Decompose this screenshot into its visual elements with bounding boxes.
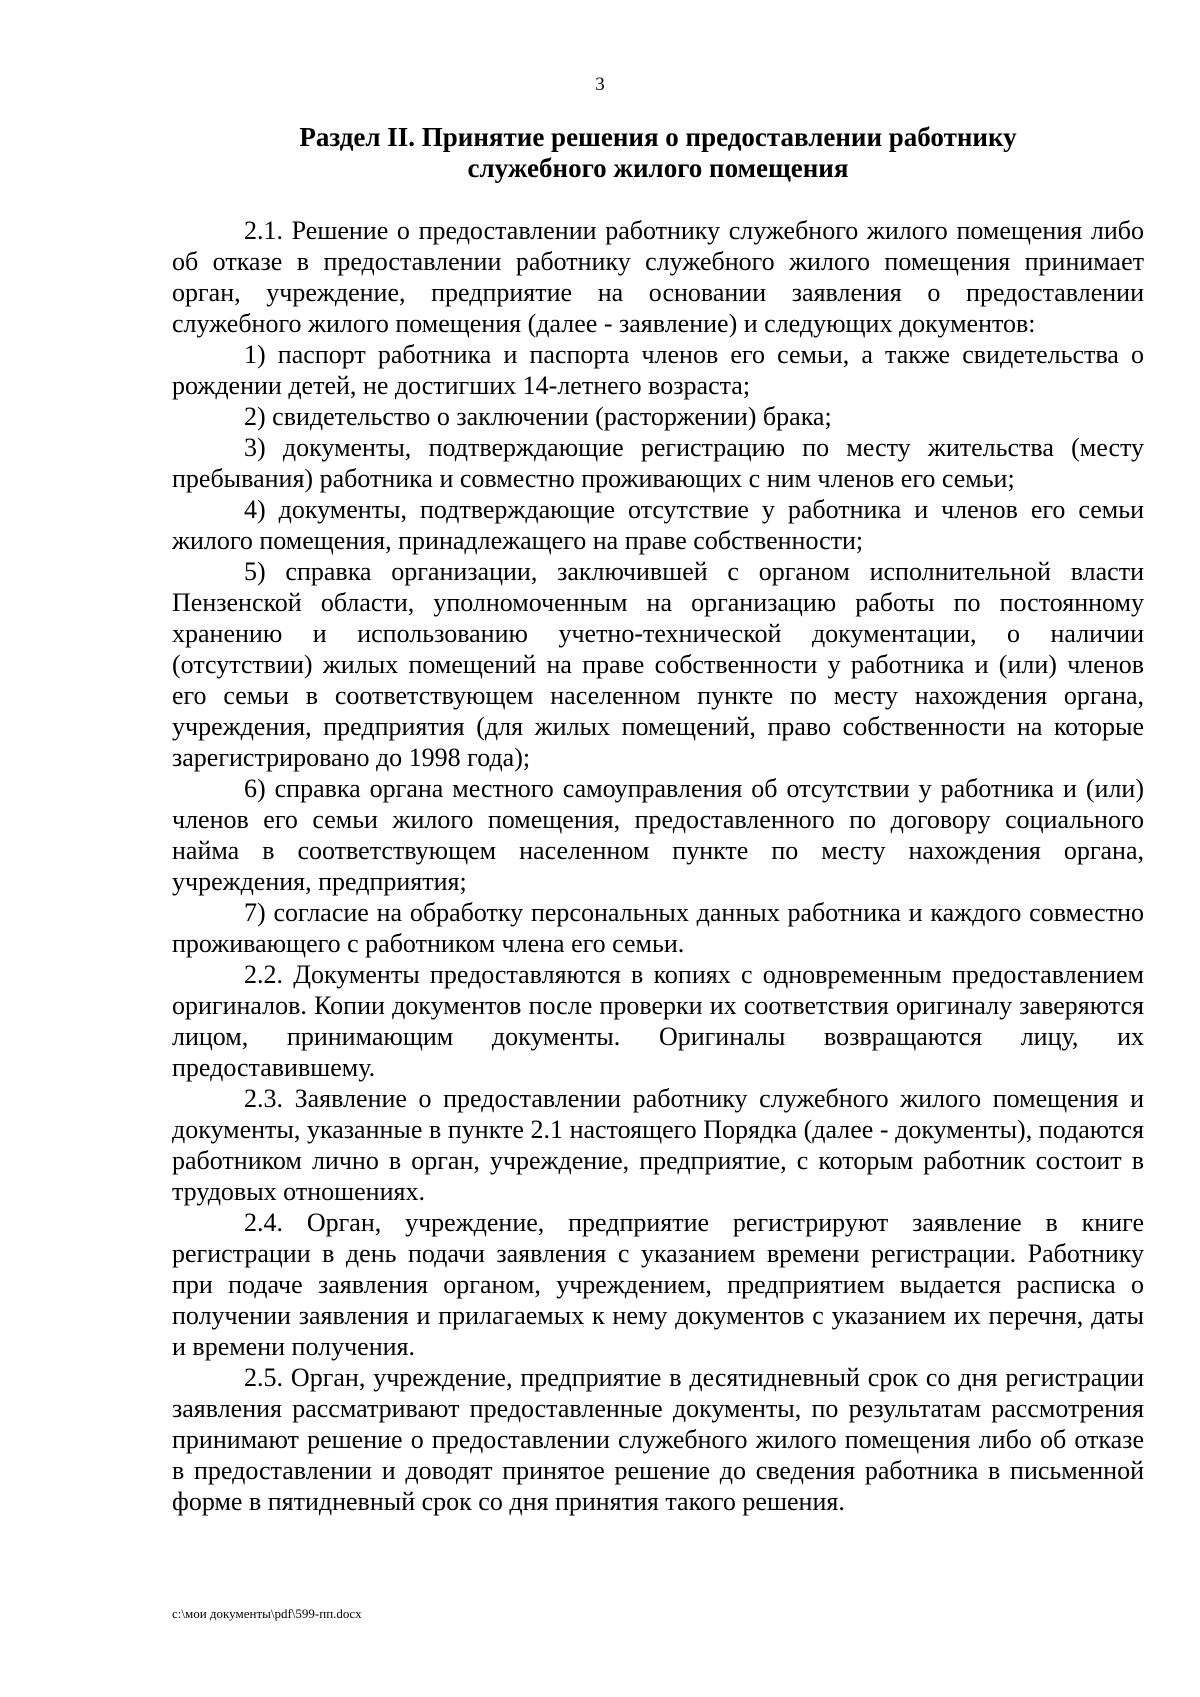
section-title-line-1: Раздел II. Принятие решения о предоставлении работнику: [299, 122, 1017, 152]
page-number: 3: [595, 74, 605, 95]
list-item-2: 2) свидетельство о заключении (расторжении) брака;: [244, 402, 832, 431]
paragraph-2-3: 2.3. Заявление о предоставлении работнику служебного жилого помещения и документы, указанные в пункте 2.1 настоящего Порядка (далее - документы), подаются работником лично в орган, учреждение, предприятие, с которым работник состоит в трудовых отношениях.: [172, 1084, 1144, 1206]
list-item-5: 5) справка организации, заключившей с органом исполнительной власти Пензенской области, уполномоченным на организацию работы по постоянному хранению и использованию учетно-технической документации, о наличии (отсутствии) жилых помещений на праве собственности у работника и (или) членов его семьи в соответствующем населенном пункте по месту нахождения органа, учреждения, предприятия (для жилых помещений, право собственности на которые зарегистрировано до 1998 года);: [172, 557, 1144, 772]
paragraph-2-2: 2.2. Документы предоставляются в копиях с одновременным предоставлением оригиналов. Копии документов после проверки их соответствия оригиналу заверяются лицом, принимающим документы. Оригиналы возвращаются лицу, их предоставившему.: [172, 960, 1144, 1082]
paragraph-2-1: 2.1. Решение о предоставлении работнику служебного жилого помещения либо об отказе в предоставлении работнику служебного жилого помещения принимает орган, учреждение, предприятие на основании заявления о предоставлении служебного жилого помещения (далее - заявление) и следующих документов:: [172, 216, 1144, 338]
paragraph-2-5: 2.5. Орган, учреждение, предприятие в десятидневный срок со дня регистрации заявления рассматривают предоставленные документы, по результатам рассмотрения принимают решение о предоставлении служебного жилого помещения либо об отказе в предоставлении и доводят принятое решение до сведения работника в письменной форме в пятидневный срок со дня принятия такого решения.: [172, 1363, 1144, 1516]
footer-file-path: c:\мои документы\pdf\599-пп.docx: [172, 1606, 362, 1621]
paragraph-2-4: 2.4. Орган, учреждение, предприятие регистрируют заявление в книге регистрации в день подачи заявления с указанием времени регистрации. Работнику при подаче заявления органом, учреждением, предприятием выдается расписка о получении заявления и прилагаемых к нему документов с указанием их перечня, даты и времени получения.: [172, 1208, 1144, 1361]
list-item-7: 7) согласие на обработку персональных данных работника и каждого совместно проживающего с работником члена его семьи.: [172, 898, 1144, 958]
section-title-line-2: служебного жилого помещения: [467, 153, 849, 183]
document-body: [172, 215, 1144, 1517]
list-item-3: 3) документы, подтверждающие регистрацию по месту жительства (месту пребывания) работника и совместно проживающих с ним членов его семьи;: [172, 433, 1144, 493]
list-item-4: 4) документы, подтверждающие отсутствие у работника и членов его семьи жилого помещения, принадлежащего на праве собственности;: [172, 495, 1144, 555]
list-item-6: 6) справка органа местного самоуправления об отсутствии у работника и (или) членов его семьи жилого помещения, предоставленного по договору социального найма в соответствующем населенном пункте по месту нахождения органа, учреждения, предприятия;: [172, 774, 1144, 896]
section-title: [172, 122, 1144, 184]
list-item-1: 1) паспорт работника и паспорта членов его семьи, а также свидетельства о рождении детей, не достигших 14-летнего возраста;: [172, 340, 1144, 400]
